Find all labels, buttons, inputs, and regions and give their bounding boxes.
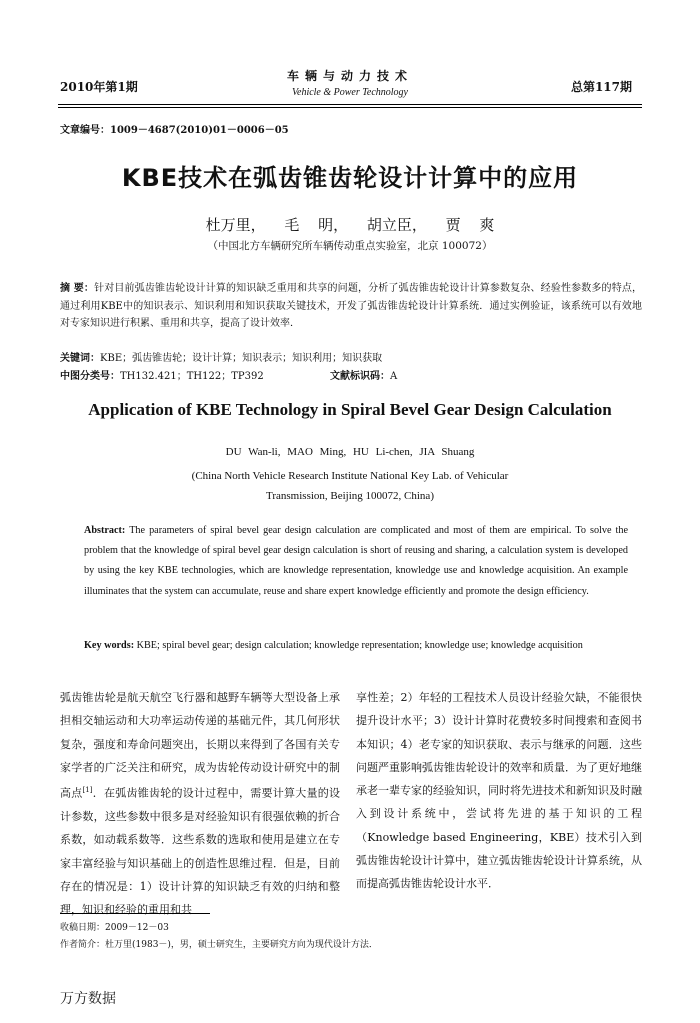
affiliation-cn: （中国北方车辆研究所车辆传动重点实验室，北京 100072） (207, 240, 493, 252)
authors-en: DU Wan-li, MAO Ming, HU Li-chen, JIA Shuang (225, 446, 475, 458)
journal-name-cn: 车辆与动力技术 (286, 69, 413, 83)
header-rule (58, 104, 642, 105)
body-column-right (356, 686, 642, 896)
keywords-en-text: KBE; spiral bevel gear; design calculation; knowledge representation; knowledge use; knowledge acquisition (136, 640, 583, 651)
title-en: Application of KBE Technology in Spiral Bevel Gear Design Calculation (88, 400, 612, 419)
footnote-received: 收稿日期：2009－12－03 (60, 923, 169, 933)
authors-cn: 杜万里， 毛 明， 胡立臣， 贾 爽 (205, 216, 495, 234)
affiliation-en (0, 466, 700, 506)
abstract-en (84, 521, 628, 602)
body-left-text: 弧齿锥齿轮是航天航空飞行器和越野车辆等大型设备上承担相交轴运动和大功率运动传递的基础元件，其几何形状复杂，强度和寿命问题突出，长期以来得到了各国有关专家学者的广泛关注和研究，成为齿轮传动设计研究中的制高点 (60, 691, 340, 800)
abstract-en-text: The parameters of spiral bevel gear design calculation are complicated and most of them are empirical. To solve the problem that the knowledge of spiral bevel gear design calculation is short of reusing and sharing, a calculation system is developed by using the key KBE technologies, which are knowledge representation, knowledge use and knowledge acquisition. An example illuminates that the system can accumulate, reuse and share expert knowledge efficiently and promote the design efficiency. (84, 525, 628, 597)
header-rule-thin (58, 107, 642, 108)
serial-label: 总第117期 (570, 80, 632, 94)
keywords-en-label: Key words: (84, 640, 135, 651)
body-right-text: 享性差；2）年轻的工程技术人员设计经验欠缺，不能很快提升设计水平；3）设计计算时花费较多时间搜索和查阅书本知识；4）老专家的知识获取、表示与继承的问题．这些问题严重影响弧齿锥齿轮设计的效率和质量．为了更好地继承老一辈专家的经验知识，同时将先进技术和新知识及时融入到设计系统中，尝试将先进的基于知识的工程（Knowledge based Engineering，KBE）技术引入到弧齿锥齿轮设计计算中，建立弧齿锥齿轮设计计算系统，从而提高弧齿锥齿轮设计水平． (356, 691, 642, 891)
abstract-cn-label: 摘 要： (60, 283, 95, 294)
body-left-continued: ．在弧齿锥齿轮的设计过程中，需要计算大量的设计参数，这些参数中很多是对经验知识有很强依赖的折合系数，如动载系数等．这些系数的选取和使用是建立在专家丰富经验与知识基础上的创造性思维过程．但是，目前存在的情况是：1）设计计算的知识缺乏有效的归纳和整理，知识和经验的重用和共 (60, 786, 341, 917)
issue-label: 2010年第1期 (60, 80, 138, 94)
keywords-cn-label: 关键词： (60, 353, 100, 364)
footnote-rule (60, 913, 210, 914)
document-code (330, 367, 397, 382)
abstract-en-label: Abstract: (84, 525, 126, 536)
keywords-cn (60, 349, 642, 364)
classification-cn (60, 367, 264, 382)
classification-label: 中图分类号： (60, 371, 120, 382)
doc-code-label: 文献标识码： (330, 371, 390, 382)
body-column-left (60, 686, 340, 922)
affiliation-en-line2: Transmission, Beijing 100072, China) (266, 490, 434, 502)
classification-text: TH132.421；TH122；TP392 (120, 371, 264, 382)
title-cn: KBE技术在弧齿锥齿轮设计计算中的应用 (121, 164, 579, 192)
footnote-author-bio: 作者简介：杜万里(1983－)，男，硕士研究生，主要研究方向为现代设计方法． (60, 940, 378, 950)
citation-ref: [1] (82, 786, 93, 795)
watermark: 万方数据 (60, 991, 116, 1007)
journal-name-en: Vehicle & Power Technology (292, 87, 408, 98)
article-number: 文章编号：1009－4687(2010)01－0006－05 (60, 125, 289, 136)
abstract-cn-text: 针对目前弧齿锥齿轮设计计算的知识缺乏重用和共享的问题，分析了弧齿锥齿轮设计计算参数复杂、经验性参数多的特点，通过利用KBE中的知识表示、知识利用和知识获取关键技术，开发了弧齿锥齿轮设计计算系统．通过实例验证，该系统可以有效地对专家知识进行积累、重用和共享，提高了设计效率． (60, 283, 643, 329)
abstract-cn (60, 280, 642, 333)
keywords-cn-text: KBE；弧齿锥齿轮；设计计算；知识表示；知识利用；知识获取 (100, 353, 383, 364)
affiliation-en-line1: (China North Vehicle Research Institute National Key Lab. of Vehicular (191, 470, 509, 482)
doc-code-text: A (390, 371, 398, 382)
keywords-en (84, 636, 628, 656)
